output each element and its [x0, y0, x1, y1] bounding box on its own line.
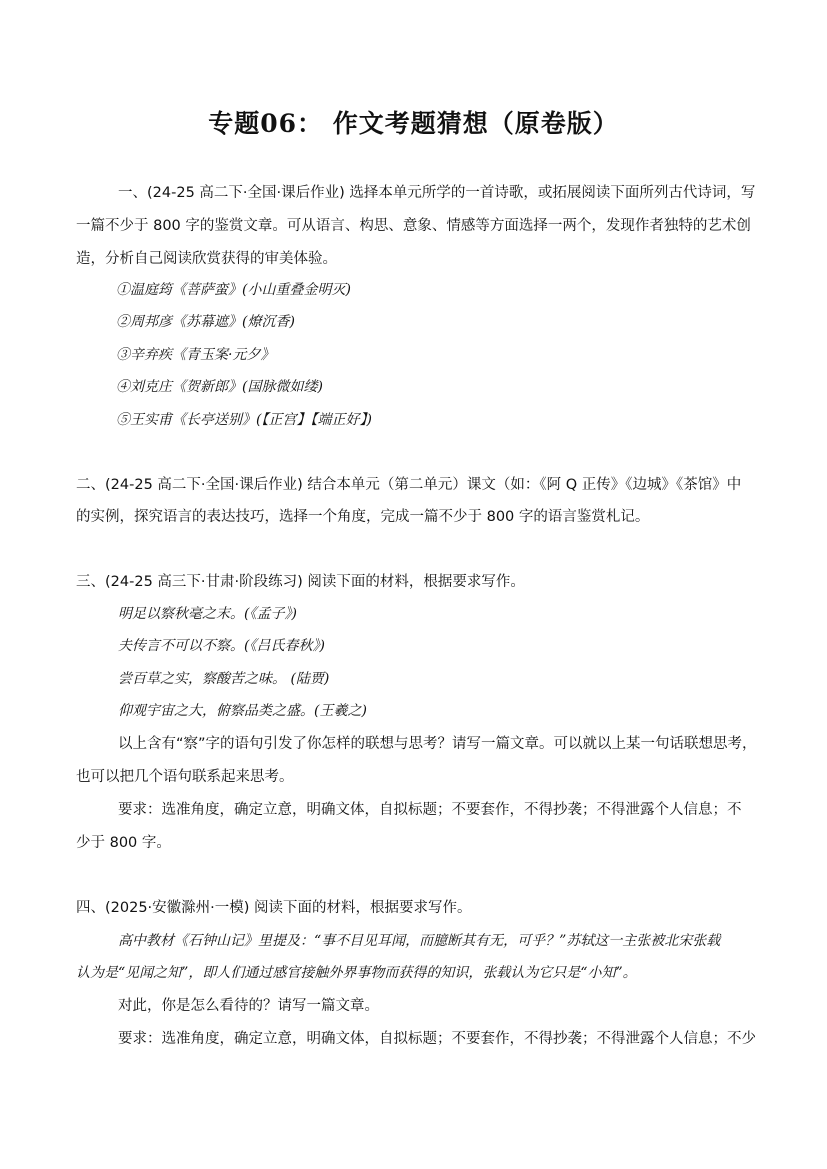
page-title: 专题06： 作文考题猜想（原卷版） [208, 109, 619, 138]
q3-quote-2: 夫传言不可以不察。(《吕氏春秋》) [118, 638, 325, 654]
q3-prompt-2: 也可以把几个语句联系起来思考。 [76, 769, 294, 785]
q1-poem-2: ②周邦彦《苏幕遮》(燎沉香) [116, 314, 295, 330]
q3-intro: 三、(24-25 高三下·甘肃·阶段练习) 阅读下面的材料，根据要求写作。 [76, 574, 525, 590]
q2-line-1: 二、(24-25 高二下·全国·课后作业) 结合本单元（第二单元）课文（如：《阿 Q 正传》《边城》《茶馆》中 [76, 477, 742, 493]
q1-line-1: 一、(24-25 高二下·全国·课后作业) 选择本单元所学的一首诗歌，或拓展阅读下面所列古代诗词，写 [118, 185, 756, 201]
q3-prompt-1: 以上含有“察”字的语句引发了你怎样的联想与思考？请写一篇文章。可以就以上某一句话联想思考， [118, 736, 757, 752]
q1-line-2: 一篇不少于 800 字的鉴赏文章。可从语言、构思、意象、情感等方面选择一两个，发现作者独特的艺术创 [76, 218, 751, 234]
q1-poem-3: ③辛弃疾《青玉案·元夕》 [116, 347, 275, 363]
q3-quote-4: 仰观宇宙之大，俯察品类之盛。(王羲之) [118, 703, 367, 719]
q1-poem-5: ⑤王实甫《长亭送别》(【正宫】【端正好】) [116, 412, 372, 428]
q1-poem-1: ①温庭筠《菩萨蛮》(小山重叠金明灭) [116, 282, 351, 298]
q1-line-3: 造，分析自己阅读欣赏获得的审美体验。 [76, 251, 337, 267]
q2-line-2: 的实例，探究语言的表达技巧，选择一个角度，完成一篇不少于 800 字的语言鉴赏札记。 [76, 509, 650, 525]
q4-material-1: 高中教材《石钟山记》里提及：“事不目见耳闻，而臆断其有无，可乎？”苏轼这一主张被北宋张载 [118, 933, 721, 949]
q4-intro: 四、(2025·安徽滁州·一模) 阅读下面的材料，根据要求写作。 [76, 900, 472, 916]
q4-requirement: 要求：选准角度，确定立意，明确文体，自拟标题；不要套作，不得抄袭；不得泄露个人信息；不少 [118, 1031, 756, 1047]
q4-material-2: 认为是“见闻之知”，即人们通过感官接触外界事物而获得的知识，张载认为它只是“小知”。 [76, 965, 637, 981]
q3-requirement-1: 要求：选准角度，确定立意，明确文体，自拟标题；不要套作，不得抄袭；不得泄露个人信息；不 [118, 802, 742, 818]
q3-quote-1: 明足以察秋毫之末。(《孟子》) [118, 606, 297, 622]
q3-quote-3: 尝百草之实，察酸苦之味。 (陆贾) [118, 671, 330, 687]
q4-prompt: 对此，你是怎么看待的？请写一篇文章。 [118, 998, 379, 1014]
q1-poem-4: ④刘克庄《贺新郎》(国脉微如缕) [116, 379, 323, 395]
q3-requirement-2: 少于 800 字。 [76, 835, 171, 851]
